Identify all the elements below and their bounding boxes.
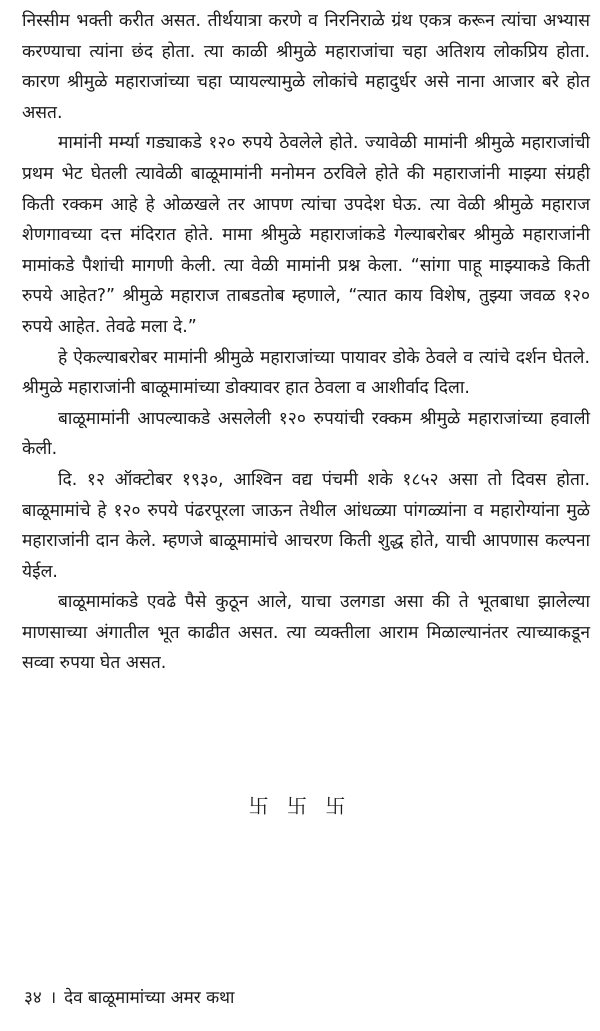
paragraph: बाळूमामांनी आपल्याकडे असलेली १२० रुपयांची रक्कम श्रीमुळे महाराजांच्या हवाली केली.	[22, 408, 590, 460]
paragraph: दि. १२ ऑक्टोबर १९३०, आश्विन वद्य पंचमी शके १८५२ असा तो दिवस होता. बाळूमामांचे हे १२० रुपये पंढरपूरला जाऊन तेथील आंधळ्या पांगळ्यांना व महारोग्यांना मुळे महाराजांनी दान केले. म्हणजे बाळूमामांचे आचरण किती शुद्ध होते, याची आपणास कल्पना येईल.	[22, 469, 590, 582]
paragraph: हे ऐकल्याबरोबर मामांनी श्रीमुळे महाराजांच्या पायावर डोके ठेवले व त्यांचे दर्शन घेतले. श्रीमुळे महाराजांनी बाळूमामांच्या डोक्यावर हात ठेवला व आशीर्वाद दिला.	[22, 347, 590, 399]
book-title: देव बाळूमामांच्या अमर कथा	[64, 988, 235, 1008]
paragraph: मामांनी मर्म्या गड्याकडे १२० रुपये ठेवलेले होते. ज्यावेळी मामांनी श्रीमुळे महाराजांची प्रथम भेट घेतली त्यावेळी बाळूमामांनी मनोमन ठरविले होते की महाराजांनी माझ्या संग्रही किती रक्कम आहे हे ओळखले तर आपण त्यांचा उपदेश घेऊ. त्या वेळी श्रीमुळे महाराज शेणगावच्या दत्त मंदिरात होते. मामा श्रीमुळे महाराजांकडे गेल्याबरोबर श्रीमुळे महाराजांनी मामांकडे पैशांची मागणी केली. त्या वेळी मामांनी प्रश्न केला. “सांगा पाहू माझ्याकडे किती रुपये आहेत?” श्रीमुळे महाराज ताबडतोब म्हणाले, “त्यात काय विशेष, तुझ्या जवळ १२० रुपये आहेत. तेवढे मला दे.”	[22, 133, 590, 337]
section-ornament: 卐 卐 卐	[248, 794, 352, 818]
page-number: ३४	[24, 988, 42, 1008]
footer-separator: ।	[49, 988, 57, 1008]
body-text	[22, 6, 590, 679]
page-footer	[24, 986, 234, 1010]
paragraph: निस्सीम भक्ती करीत असत. तीर्थयात्रा करणे व निरनिराळे ग्रंथ एकत्र करून त्यांचा अभ्यास करण्याचा त्यांना छंद होता. त्या काळी श्रीमुळे महाराजांचा चहा अतिशय लोकप्रिय होता. कारण श्रीमुळे महाराजांच्या चहा प्यायल्यामुळे लोकांचे महादुर्धर असे नाना आजार बरे होत असत.	[22, 11, 590, 123]
paragraph: बाळूमामांकडे एवढे पैसे कुठून आले, याचा उलगडा असा की ते भूतबाधा झालेल्या माणसाच्या अंगातील भूत काढीत असत. त्या व्यक्तीला आराम मिळाल्यानंतर त्याच्याकडून सव्वा रुपया घेत असत.	[22, 592, 590, 674]
